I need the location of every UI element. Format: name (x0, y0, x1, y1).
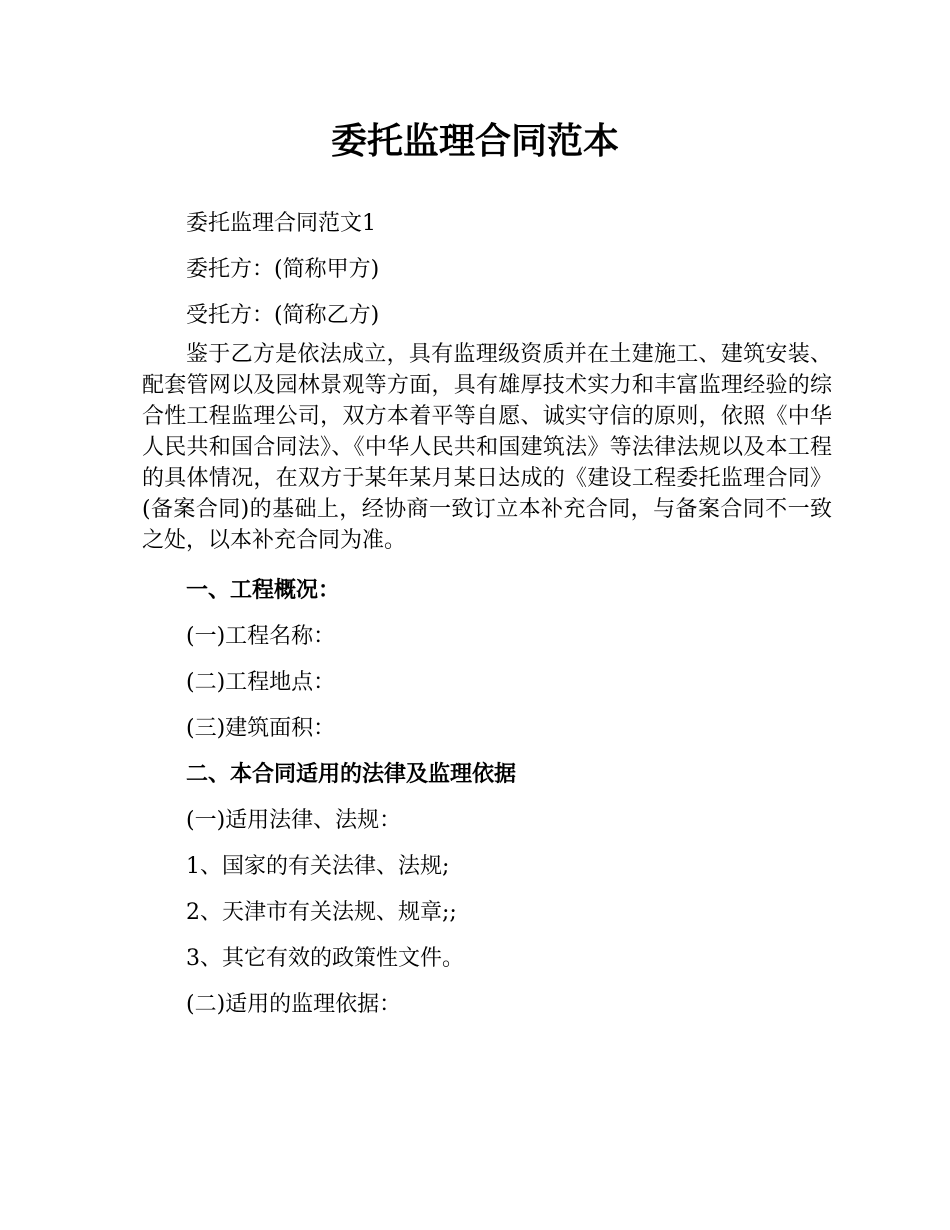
list-item: (二)工程地点： (186, 670, 336, 695)
subsection-basis: (二)适用的监理依据： (186, 992, 402, 1017)
list-item: (一)工程名称： (186, 624, 336, 649)
document-title: 委托监理合同范本 (330, 121, 619, 162)
agent-line: 受托方：(简称乙方) (186, 303, 380, 328)
list-item: 2、天津市有关法规、规章;; (186, 900, 457, 925)
subsection-laws: (一)适用法律、法规： (186, 808, 402, 833)
section-heading-laws: 二、本合同适用的法律及监理依据 (186, 762, 517, 787)
list-item: 3、其它有效的政策性文件。 (186, 946, 464, 971)
list-item: (三)建筑面积： (186, 716, 336, 741)
document-body (142, 201, 832, 1028)
client-line: 委托方：(简称甲方) (186, 257, 380, 282)
intro-paragraph: 鉴于乙方是依法成立，具有监理级资质并在土建施工、建筑安装、配套管网以及园林景观等方面，具有雄厚技术实力和丰富监理经验的综合性工程监理公司，双方本着平等自愿、诚实守信的原则，依照《中华人民共和国合同法》、《中华人民共和国建筑法》等法律法规以及本工程的具体情况，在双方于某年某月某日达成的《建设工程委托监理合同》(备案合同)的基础上，经协商一致订立本补充合同，与备案合同不一致之处，以本补充合同为准。 (142, 342, 832, 553)
document-subtitle: 委托监理合同范文1 (186, 211, 376, 236)
section-heading-overview: 一、工程概况： (186, 578, 341, 603)
list-item: 1、国家的有关法律、法规; (186, 854, 450, 879)
